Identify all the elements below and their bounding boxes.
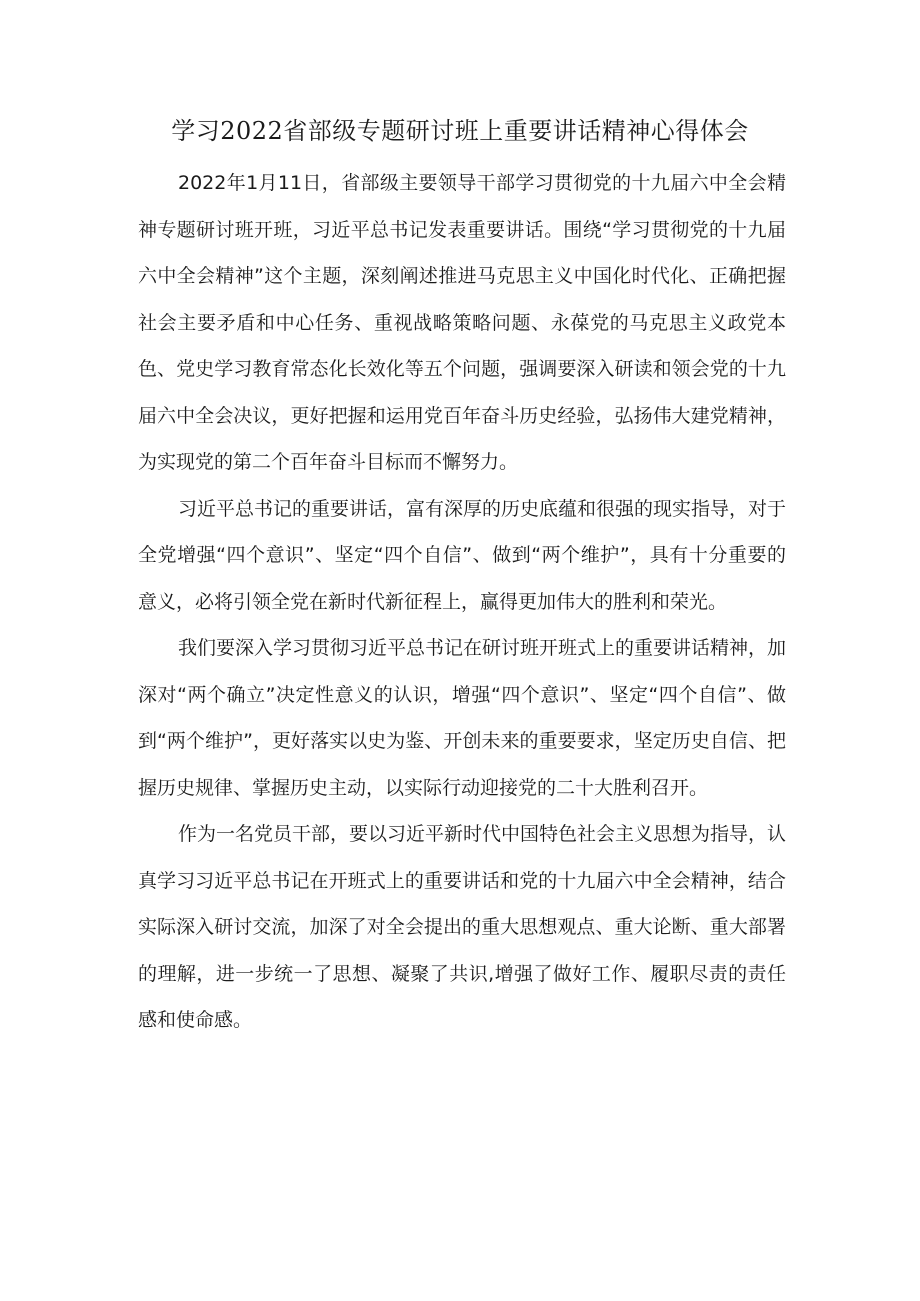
paragraph-2: 习近平总书记的重要讲话，富有深厚的历史底蕴和很强的现实指导，对于全党增强“四个意识”、坚定“四个自信”、做到“两个维护”，具有十分重要的意义，必将引领全党在新时代新征程上，赢得更加伟大的胜利和荣光。 <box>138 497 787 613</box>
document-title: 学习2022省部级专题研讨班上重要讲话精神心得体会 <box>171 117 749 145</box>
paragraph-4: 作为一名党员干部，要以习近平新时代中国特色社会主义思想为指导，认真学习习近平总书记在开班式上的重要讲话和党的十九届六中全会精神，结合实际深入研讨交流，加深了对全会提出的重大思想观点、重大论断、重大部署的理解，进一步统一了思想、凝聚了共识,增强了做好工作、履职尽责的责任感和使命感。 <box>138 823 787 1031</box>
document-body <box>138 160 786 1044</box>
paragraph-1: 2022年1月11日，省部级主要领导干部学习贯彻党的十九届六中全会精神专题研讨班开班，习近平总书记发表重要讲话。围绕“学习贯彻党的十九届六中全会精神”这个主题，深刻阐述推进马克思主义中国化时代化、正确把握社会主要矛盾和中心任务、重视战略策略问题、永葆党的马克思主义政党本色、党史学习教育常态化长效化等五个问题，强调要深入研读和领会党的十九届六中全会决议，更好把握和运用党百年奋斗历史经验，弘扬伟大建党精神，为实现党的第二个百年奋斗目标而不懈努力。 <box>138 172 786 473</box>
paragraph-3: 我们要深入学习贯彻习近平总书记在研讨班开班式上的重要讲话精神，加深对“两个确立”决定性意义的认识，增强“四个意识”、坚定“四个自信”、做到“两个维护”，更好落实以史为鉴、开创未来的重要要求，坚定历史自信、把握历史规律、掌握历史主动，以实际行动迎接党的二十大胜利召开。 <box>138 637 787 799</box>
